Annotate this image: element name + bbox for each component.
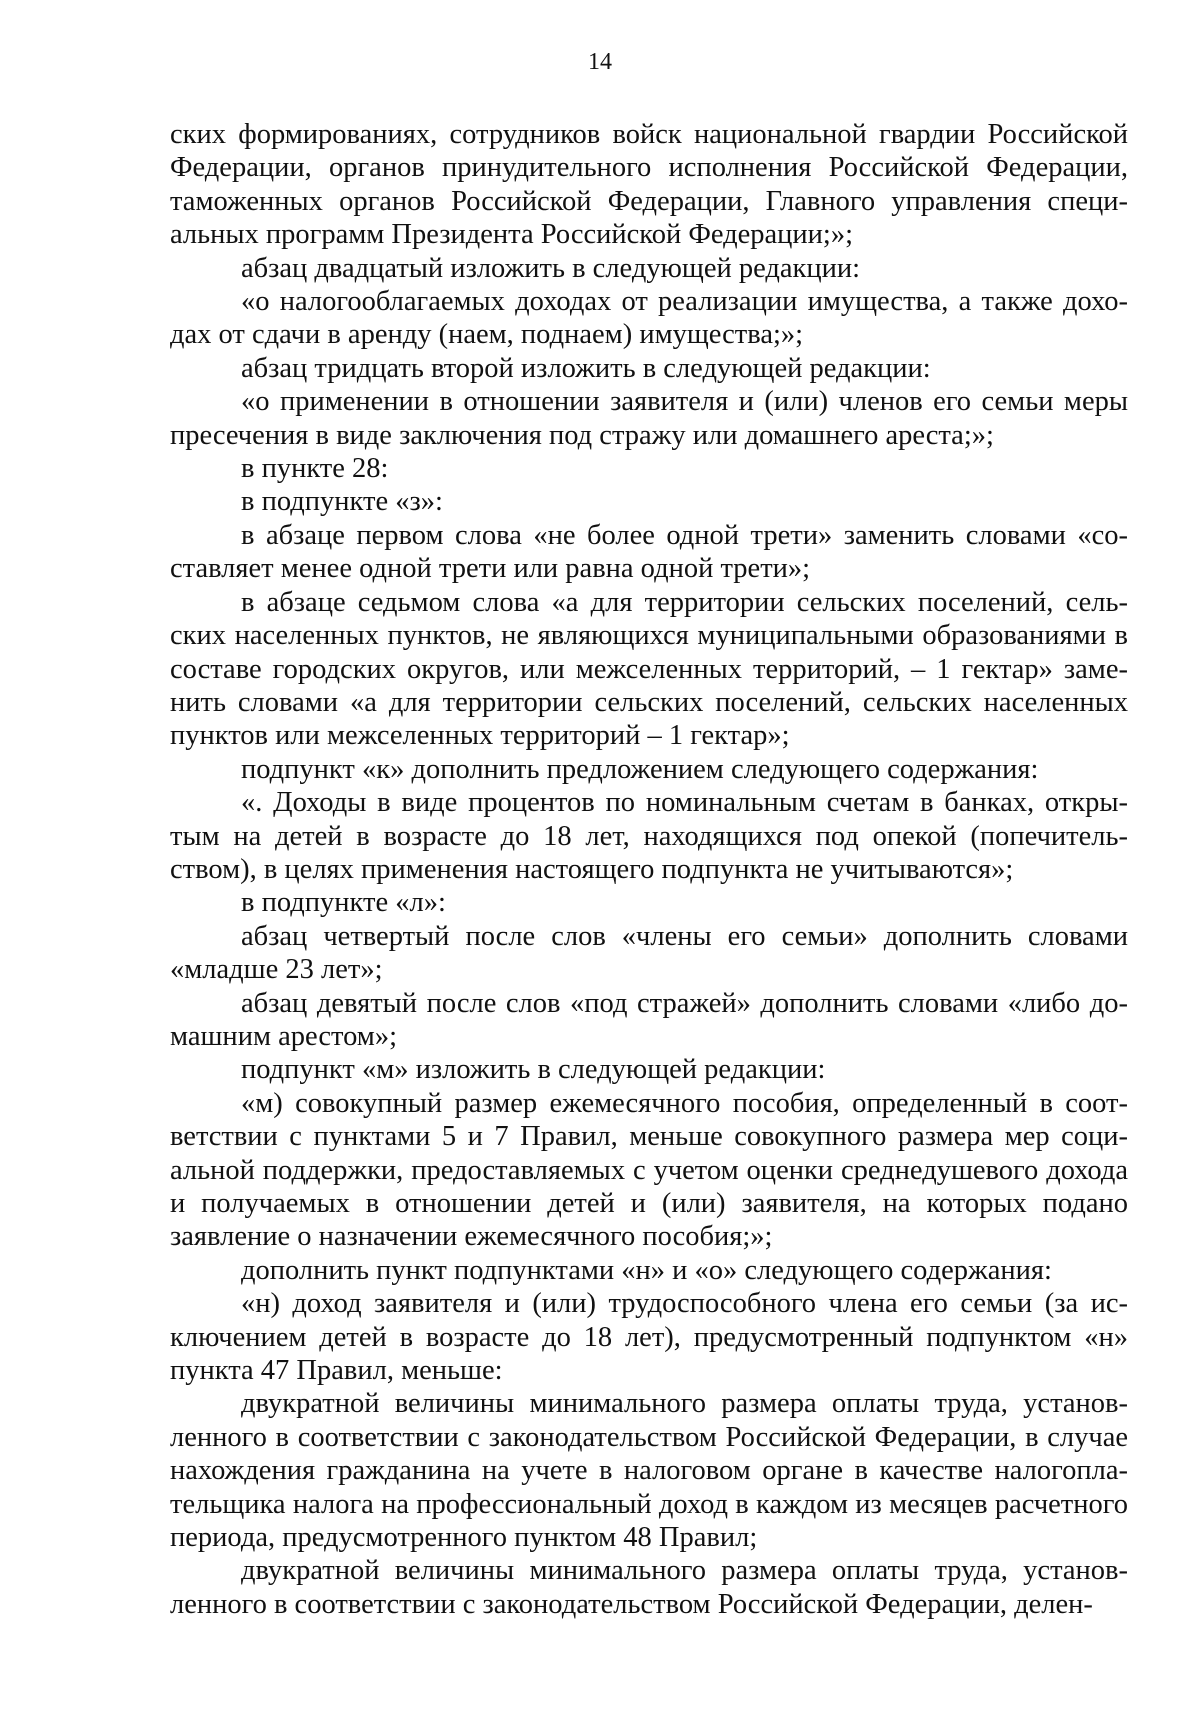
- paragraph: «. Доходы в виде процентов по номинальным счетам в банках, открытым на детей в возрасте до 18 лет, находящихся под опекой (попечительством), в целях применения настоящего подпункта не учитываются»;: [170, 787, 1128, 885]
- paragraph: подпункт «м» изложить в следующей редакции:: [241, 1054, 826, 1086]
- paragraph: абзац двадцатый изложить в следующей редакции:: [241, 252, 861, 284]
- paragraph: «о применении в отношении заявителя и (или) членов его семьи меры пресечения в виде заключения под стражу или домашнего ареста;»;: [170, 386, 1128, 451]
- paragraph: абзац тридцать второй изложить в следующей редакции:: [241, 352, 931, 384]
- paragraph: в абзаце седьмом слова «а для территории сельских поселений, сельских населенных пунктов, не являющихся муниципальными образованиями в составе городских округов, или межселенных территорий, – 1 гектар» заменить словами «а для территории сельских поселений, сельских населенных пунктов или межселенных территорий – 1 гектар»;: [170, 586, 1128, 752]
- paragraph: дополнить пункт подпунктами «н» и «о» следующего содержания:: [241, 1254, 1052, 1286]
- paragraph: двукратной величины минимального размера оплаты труда, установленного в соответствии с законодательством Российской Федерации, в случае нахождения гражданина на учете в налоговом органе в качестве налогоплательщика налога на профессиональный доход в каждом из месяцев расчетного периода, предусмотренного пунктом 48 Правил;: [170, 1388, 1128, 1554]
- paragraph: в подпункте «л»:: [241, 887, 446, 919]
- paragraph: в пункте 28:: [241, 453, 389, 485]
- paragraph: «н) доход заявителя и (или) трудоспособного члена его семьи (за исключением детей в возрасте до 18 лет), предусмотренный подпунктом «н» пункта 47 Правил, меньше:: [170, 1288, 1128, 1387]
- paragraph: ских формированиях, сотрудников войск национальной гвардии Российской Федерации, органов принудительного исполнения Российской Федерации, таможенных органов Российской Федерации, Главного управления специальных программ Президента Российской Федерации;»;: [170, 119, 1128, 251]
- paragraph: абзац четвертый после слов «члены его семьи» дополнить словами «младше 23 лет»;: [170, 920, 1128, 986]
- paragraph: «м) совокупный размер ежемесячного пособия, определенный в соответствии с пунктами 5 и 7 Правил, меньше совокупного размера мер социальной поддержки, предоставляемых с учетом оценки среднедушевого дохода и получаемых в отношении детей и (или) заявителя, на которых подано заявление о назначении ежемесячного пособия;»;: [170, 1087, 1128, 1253]
- paragraph: «о налогооблагаемых доходах от реализации имущества, а также доходах от сдачи в аренду (наем, поднаем) имущества;»;: [170, 286, 1128, 351]
- paragraph: подпункт «к» дополнить предложением следующего содержания:: [241, 753, 1039, 785]
- paragraph: абзац девятый после слов «под стражей» дополнить словами «либо домашним арестом»;: [170, 987, 1128, 1052]
- paragraph: двукратной величины минимального размера оплаты труда, установленного в соответствии с законодательством Российской Федерации, делен-: [170, 1555, 1128, 1620]
- page-number: 14: [588, 49, 612, 75]
- paragraph: в подпункте «з»:: [241, 486, 443, 518]
- document-body: [170, 118, 1128, 1621]
- paragraph: в абзаце первом слова «не более одной трети» заменить словами «составляет менее одной трети или равна одной трети»;: [170, 519, 1128, 585]
